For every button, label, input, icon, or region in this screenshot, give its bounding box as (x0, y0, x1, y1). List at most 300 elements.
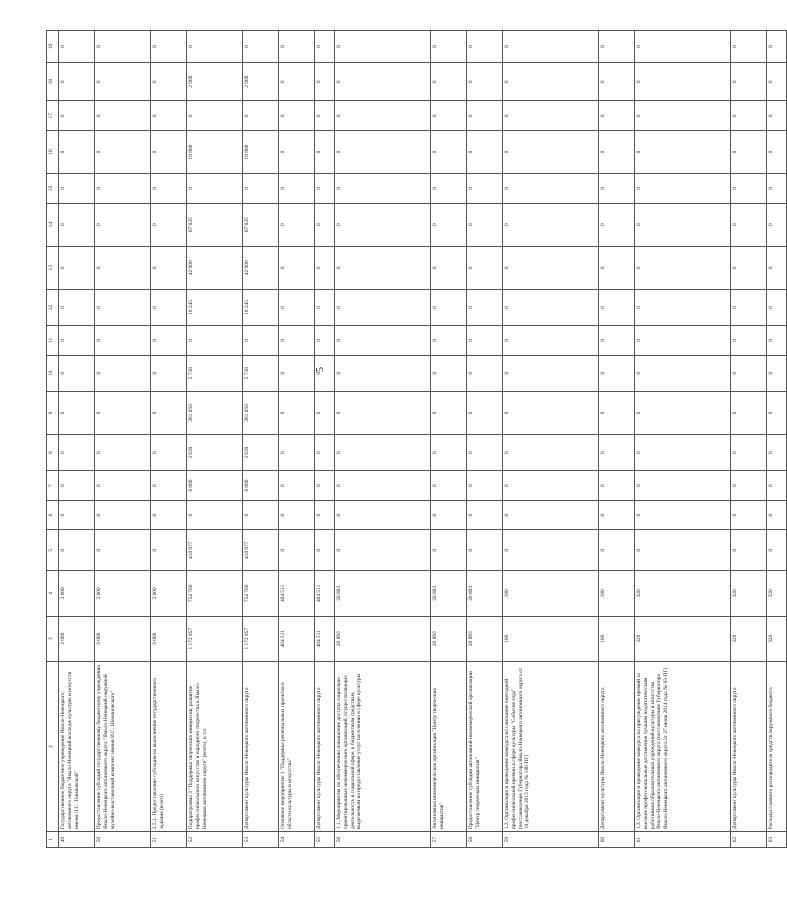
cell-value: 320 (731, 616, 767, 661)
cell-value: 0 (767, 101, 787, 131)
cell-value: 20 893 (467, 571, 503, 616)
row-name: Автономная некоммерческая организация "Центр творческих инициатив" (431, 661, 467, 831)
cell-value: 0 (95, 31, 151, 63)
cell-value: 320 (635, 571, 731, 616)
cell-value: 0 (731, 101, 767, 131)
row-name: Основное мероприятие 1 "Поддержка региональных проектов в области культуры и искусства" (279, 661, 315, 831)
column-header: 14 (47, 203, 59, 246)
cell-value: 320 (767, 571, 787, 616)
cell-value: 100 (599, 571, 635, 616)
cell-value: 0 (59, 471, 95, 501)
cell-value: 0 (431, 435, 467, 471)
cell-value: 0 (243, 101, 279, 131)
cell-value: 0 (635, 203, 731, 246)
cell-value: 67 025 (243, 203, 279, 246)
cell-value: 0 (187, 500, 243, 530)
row-number: 62 (731, 832, 767, 848)
cell-value: 0 (467, 246, 503, 289)
cell-value: 0 (151, 530, 187, 571)
column-header: 11 (47, 326, 59, 356)
cell-value: 0 (151, 62, 187, 101)
cell-value: 0 (431, 530, 467, 571)
cell-value: 0 (431, 326, 467, 356)
column-header: 17 (47, 101, 59, 131)
cell-value: 0 (767, 500, 787, 530)
cell-value: 0 (151, 174, 187, 204)
table-row (503, 31, 599, 848)
cell-value: 0 (467, 355, 503, 391)
column-header: 2 (47, 661, 59, 831)
column-header: 7 (47, 471, 59, 501)
cell-value: 0 (335, 174, 431, 204)
row-number: 59 (503, 832, 599, 848)
cell-value: 320 (635, 616, 731, 661)
cell-value: 0 (503, 203, 599, 246)
cell-value: 0 (467, 62, 503, 101)
row-number: 51 (151, 832, 187, 848)
cell-value: 0 (635, 131, 731, 174)
cell-value: 0 (151, 246, 187, 289)
column-header: 5 (47, 530, 59, 571)
cell-value: 0 (635, 62, 731, 101)
cell-value: 0 (95, 246, 151, 289)
cell-value: 404 511 (279, 616, 315, 661)
cell-value: 3 000 (151, 571, 187, 616)
cell-value: 0 (731, 203, 767, 246)
cell-value: 0 (635, 31, 731, 63)
column-header: 6 (47, 500, 59, 530)
cell-value: 0 (467, 435, 503, 471)
cell-value: 0 (599, 355, 635, 391)
cell-value: 0 (599, 500, 635, 530)
cell-value: 0 (315, 355, 335, 391)
cell-value: 100 (599, 616, 635, 661)
cell-value: 20 893 (431, 571, 467, 616)
cell-value: 0 (279, 471, 315, 501)
cell-value: 0 (315, 246, 335, 289)
budget-table (46, 30, 787, 848)
row-number: 63 (767, 832, 787, 848)
cell-value: 0 (731, 471, 767, 501)
cell-value: 0 (431, 471, 467, 501)
cell-value: 0 (335, 203, 431, 246)
cell-value: 0 (187, 31, 243, 63)
cell-value: 0 (243, 326, 279, 356)
cell-value: 0 (767, 31, 787, 63)
cell-value: 0 (467, 174, 503, 204)
cell-value: 3 639 (243, 435, 279, 471)
row-name: Департамент культуры Ямало-Ненецкого автономного округа (315, 661, 335, 831)
cell-value: 0 (503, 246, 599, 289)
cell-value: 0 (95, 391, 151, 434)
cell-value: 0 (599, 471, 635, 501)
cell-value: 0 (731, 31, 767, 63)
cell-value: 0 (279, 101, 315, 131)
cell-value: 0 (279, 174, 315, 204)
cell-value: 0 (731, 289, 767, 325)
cell-value: 0 (59, 246, 95, 289)
column-header: 16 (47, 131, 59, 174)
column-header: 13 (47, 246, 59, 289)
row-name: Предоставление субсидий государственному бюджетному учреждению Ямало-Ненецкого автономного округа "Ямало-Ненецкий окружной музейно-выставочный комплекс имени И.С. Шемановского" (95, 661, 151, 831)
cell-value: 0 (731, 435, 767, 471)
cell-value: 0 (467, 101, 503, 131)
cell-value: 3 000 (95, 571, 151, 616)
row-number: 49 (59, 832, 95, 848)
rotated-sheet (46, 30, 774, 848)
row-name: Расходы главного распорядителя средств окружного бюджета (767, 661, 787, 831)
cell-value: 0 (243, 174, 279, 204)
column-header: 4 (47, 571, 59, 616)
cell-value: 0 (151, 471, 187, 501)
cell-value: 0 (599, 246, 635, 289)
cell-value: 418 077 (243, 530, 279, 571)
cell-value: 0 (335, 355, 431, 391)
cell-value: 0 (279, 355, 315, 391)
cell-value: 0 (243, 500, 279, 530)
cell-value: 0 (59, 435, 95, 471)
cell-value: 0 (467, 530, 503, 571)
cell-value: 0 (431, 174, 467, 204)
row-name: 2.5.1. Предоставление субсидии на выполнение государственного задания (всего) (151, 661, 187, 831)
cell-value: 0 (315, 62, 335, 101)
cell-value: 0 (59, 289, 95, 325)
cell-value: 0 (431, 355, 467, 391)
table-row (315, 31, 335, 848)
cell-value: 0 (767, 62, 787, 101)
cell-value: 0 (59, 131, 95, 174)
cell-value: 0 (315, 435, 335, 471)
cell-value: 0 (95, 174, 151, 204)
row-name: 1.1. Мероприятия по обеспечению повышения доступа социально ориентированных некоммерческих организаций, осуществляющих деятельность в социальной сфере, к бюджетным средствам, выделяемым на предоставление услуг населению в сфере культуры (335, 661, 431, 831)
cell-value: 0 (151, 101, 187, 131)
cell-value: 0 (151, 326, 187, 356)
cell-value: 0 (315, 31, 335, 63)
cell-value: 8 660 (187, 471, 243, 501)
cell-value: 20 893 (335, 571, 431, 616)
cell-value: 100 (503, 616, 599, 661)
column-header: 15 (47, 174, 59, 204)
cell-value: 0 (431, 391, 467, 434)
cell-value: 0 (431, 62, 467, 101)
cell-value: 0 (95, 355, 151, 391)
cell-value: 3 000 (59, 571, 95, 616)
cell-value: 0 (59, 530, 95, 571)
cell-value: 3 000 (151, 616, 187, 661)
cell-value: 20 893 (431, 616, 467, 661)
cell-value: 10 245 (243, 289, 279, 325)
cell-value: 0 (151, 355, 187, 391)
cell-value: 0 (95, 289, 151, 325)
cell-value: 8 660 (243, 471, 279, 501)
cell-value: 0 (635, 530, 731, 571)
cell-value: 1 172 857 (187, 616, 243, 661)
cell-value: 0 (431, 246, 467, 289)
cell-value: 0 (315, 289, 335, 325)
cell-value: 320 (767, 616, 787, 661)
cell-value: 0 (95, 435, 151, 471)
cell-value: 0 (279, 31, 315, 63)
cell-value: 0 (767, 131, 787, 174)
row-number: 60 (599, 832, 635, 848)
row-number: 58 (467, 832, 503, 848)
cell-value: 0 (279, 326, 315, 356)
cell-value: 0 (599, 435, 635, 471)
row-number: 50 (95, 832, 151, 848)
cell-value: 0 (335, 530, 431, 571)
cell-value: 20 893 (335, 616, 431, 661)
cell-value: 0 (635, 435, 731, 471)
table-row (187, 31, 243, 848)
cell-value: 0 (151, 131, 187, 174)
cell-value: 0 (431, 289, 467, 325)
cell-value: 0 (599, 289, 635, 325)
cell-value: 0 (599, 62, 635, 101)
cell-value: 5 738 (187, 355, 243, 391)
column-number-row (47, 31, 59, 848)
cell-value: 0 (187, 326, 243, 356)
table-row (767, 31, 787, 848)
row-name: Департамент культуры Ямало-Ненецкого автономного округа (243, 661, 279, 831)
cell-value: 0 (599, 326, 635, 356)
cell-value: 0 (635, 471, 731, 501)
cell-value: 0 (315, 530, 335, 571)
cell-value: 0 (95, 471, 151, 501)
cell-value: 10 245 (187, 289, 243, 325)
cell-value: 0 (599, 203, 635, 246)
cell-value: 0 (767, 289, 787, 325)
cell-value: 0 (243, 31, 279, 63)
cell-value: 0 (335, 246, 431, 289)
cell-value: 0 (599, 174, 635, 204)
cell-value: 3 639 (187, 435, 243, 471)
cell-value: 0 (335, 62, 431, 101)
cell-value: 0 (187, 174, 243, 204)
cell-value: 0 (731, 391, 767, 434)
cell-value: 0 (59, 203, 95, 246)
cell-value: 0 (95, 326, 151, 356)
cell-value: 0 (731, 174, 767, 204)
cell-value: 0 (151, 500, 187, 530)
cell-value: 20 893 (467, 616, 503, 661)
cell-value: 0 (635, 101, 731, 131)
cell-value: 0 (59, 500, 95, 530)
cell-value: 0 (503, 101, 599, 131)
cell-value: 0 (503, 471, 599, 501)
row-name: Предоставление субсидии автономной некоммерческой организации "Центр творческих инициатив" (467, 661, 503, 831)
cell-value: 754 760 (243, 571, 279, 616)
cell-value: 0 (731, 131, 767, 174)
cell-value: 361 050 (187, 391, 243, 434)
cell-value: 0 (635, 246, 731, 289)
cell-value: 0 (315, 471, 335, 501)
cell-value: 0 (503, 131, 599, 174)
cell-value: 361 050 (243, 391, 279, 434)
row-number: 54 (279, 832, 315, 848)
cell-value: 0 (95, 131, 151, 174)
cell-value: 0 (59, 391, 95, 434)
cell-value: 0 (151, 31, 187, 63)
row-name: Подпрограмма 3 "Поддержка творческих инициатив, развитие профессионального искусства и народного творчества в Ямало-Ненецком автономном округе" (всего), в т.ч. (187, 661, 243, 831)
column-header: 9 (47, 391, 59, 434)
table-row (335, 31, 431, 848)
table-row (467, 31, 503, 848)
cell-value: 0 (315, 174, 335, 204)
cell-value: 320 (731, 571, 767, 616)
cell-value: 0 (767, 471, 787, 501)
cell-value: 0 (431, 500, 467, 530)
cell-value: 67 025 (187, 203, 243, 246)
cell-value: 0 (635, 391, 731, 434)
cell-value: 0 (335, 326, 431, 356)
cell-value: 404 511 (279, 571, 315, 616)
cell-value: 0 (467, 500, 503, 530)
cell-value: 0 (503, 391, 599, 434)
cell-value: 0 (767, 203, 787, 246)
table-row (95, 31, 151, 848)
cell-value: 0 (431, 203, 467, 246)
cell-value: 5 738 (243, 355, 279, 391)
cell-value: 0 (279, 289, 315, 325)
cell-value: 0 (335, 31, 431, 63)
cell-value: 0 (59, 101, 95, 131)
cell-value: 0 (315, 131, 335, 174)
cell-value: 0 (279, 500, 315, 530)
cell-value: 0 (503, 530, 599, 571)
cell-value: 0 (635, 174, 731, 204)
cell-value: 0 (767, 530, 787, 571)
cell-value: 0 (431, 31, 467, 63)
cell-value: 0 (503, 355, 599, 391)
cell-value: 0 (599, 101, 635, 131)
cell-value: 42 900 (243, 246, 279, 289)
row-name: Государственное бюджетное учреждение Ямало-Ненецкого автономного округа "Ямало-Ненецкий колледж культуры и искусств имени Л.С. Тоньковской" (59, 661, 95, 831)
cell-value: 0 (767, 435, 787, 471)
cell-value: 100 (503, 571, 599, 616)
cell-value: 0 (635, 500, 731, 530)
cell-value: 0 (503, 31, 599, 63)
row-number: 57 (431, 832, 467, 848)
cell-value: 19 800 (187, 131, 243, 174)
cell-value: 0 (315, 391, 335, 434)
cell-value: 0 (279, 391, 315, 434)
table-row (151, 31, 187, 848)
table-row (59, 31, 95, 848)
cell-value: 0 (335, 500, 431, 530)
cell-value: 2 000 (243, 62, 279, 101)
row-number: 52 (187, 832, 243, 848)
cell-value: 0 (59, 355, 95, 391)
cell-value: 0 (335, 131, 431, 174)
cell-value: 0 (767, 326, 787, 356)
cell-value: 1 172 857 (243, 616, 279, 661)
cell-value: 0 (315, 101, 335, 131)
cell-value: 0 (335, 391, 431, 434)
cell-value: 0 (599, 391, 635, 434)
cell-value: 0 (335, 471, 431, 501)
cell-value: 0 (503, 174, 599, 204)
cell-value: 0 (731, 530, 767, 571)
cell-value: 0 (467, 326, 503, 356)
cell-value: 0 (503, 435, 599, 471)
table-row (731, 31, 767, 848)
cell-value: 19 800 (243, 131, 279, 174)
cell-value: 0 (279, 131, 315, 174)
cell-value: 0 (151, 203, 187, 246)
table-row (243, 31, 279, 848)
cell-value: 0 (315, 326, 335, 356)
row-name: 1.2. Организация и проведение конкурса на соискание ежегодной профессиональной премии в сфере культуры "Событие года" (постановление Губернатора Ямало-Ненецкого автономного округа от 10 декабря 2013 года № 186-ПГ) (503, 661, 599, 831)
cell-value: 0 (95, 530, 151, 571)
cell-value: 0 (279, 62, 315, 101)
row-number: 53 (243, 832, 279, 848)
row-name: Департамент культуры Ямало-Ненецкого автономного округа (599, 661, 635, 831)
cell-value: 0 (731, 326, 767, 356)
cell-value: 0 (95, 500, 151, 530)
cell-value: 0 (599, 131, 635, 174)
cell-value: 0 (635, 289, 731, 325)
cell-value: 0 (467, 391, 503, 434)
cell-value: 0 (279, 435, 315, 471)
cell-value: 0 (95, 203, 151, 246)
cell-value: 0 (503, 326, 599, 356)
table-row (279, 31, 315, 848)
cell-value: 0 (731, 355, 767, 391)
column-header: 19 (47, 31, 59, 63)
cell-value: 0 (279, 530, 315, 571)
page-number: 5 (315, 367, 326, 372)
cell-value: 0 (95, 101, 151, 131)
column-header: 12 (47, 289, 59, 325)
cell-value: 0 (503, 289, 599, 325)
cell-value: 0 (467, 289, 503, 325)
cell-value: 0 (503, 62, 599, 101)
cell-value: 0 (767, 246, 787, 289)
cell-value: 0 (95, 62, 151, 101)
cell-value: 0 (59, 31, 95, 63)
row-number: 55 (315, 832, 335, 848)
cell-value: 3 000 (95, 616, 151, 661)
cell-value: 0 (151, 435, 187, 471)
cell-value: 404 511 (315, 571, 335, 616)
table-row (635, 31, 731, 848)
cell-value: 0 (635, 355, 731, 391)
column-header: 3 (47, 616, 59, 661)
cell-value: 0 (315, 500, 335, 530)
cell-value: 404 511 (315, 616, 335, 661)
cell-value: 0 (151, 391, 187, 434)
cell-value: 0 (279, 203, 315, 246)
cell-value: 754 760 (187, 571, 243, 616)
row-number: 56 (335, 832, 431, 848)
column-header: 8 (47, 435, 59, 471)
cell-value: 0 (467, 131, 503, 174)
cell-value: 0 (635, 326, 731, 356)
cell-value: 0 (335, 289, 431, 325)
cell-value: 0 (767, 391, 787, 434)
row-number: 61 (635, 832, 731, 848)
cell-value: 0 (335, 101, 431, 131)
cell-value: 0 (59, 326, 95, 356)
cell-value: 0 (599, 530, 635, 571)
cell-value: 42 900 (187, 246, 243, 289)
cell-value: 0 (731, 246, 767, 289)
cell-value: 0 (279, 246, 315, 289)
cell-value: 0 (467, 471, 503, 501)
cell-value: 0 (315, 203, 335, 246)
column-header: 10 (47, 355, 59, 391)
cell-value: 0 (335, 435, 431, 471)
